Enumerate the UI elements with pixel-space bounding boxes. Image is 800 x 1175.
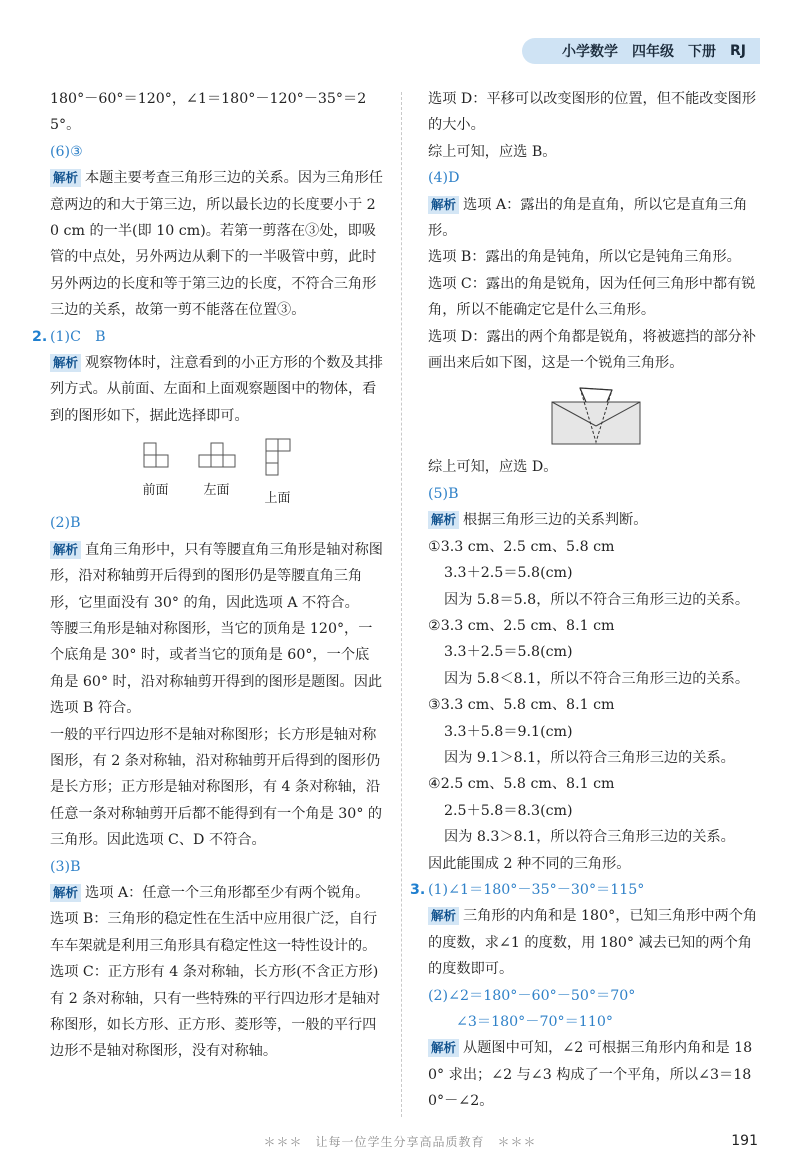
explanation-q3-2 <box>428 1035 764 1114</box>
case-line: 2.5＋5.8＝8.3(cm) <box>444 802 573 819</box>
analysis-tag: 解析 <box>50 354 81 372</box>
analysis-tag: 解析 <box>50 541 81 559</box>
explanation-q3-1 <box>428 903 764 982</box>
front-view-figure <box>138 437 174 506</box>
answer-text: (1)C B <box>50 328 106 345</box>
analysis-tag: 解析 <box>428 907 459 925</box>
analysis-tag: 解析 <box>50 169 81 187</box>
case-line: ③3.3 cm、5.8 cm、8.1 cm <box>428 697 615 714</box>
explanation-q2-1 <box>50 350 383 429</box>
left-view-icon <box>196 437 238 473</box>
answer-q4: (4)D <box>428 170 460 187</box>
triangle-figure <box>428 384 764 446</box>
explanation-text: 直角三角形中，只有等腰直角三角形是轴对称图形，沿对称轴剪开后得到的图形仍是等腰直角三角形，它里面没有 30° 的角，因此选项 A 不符合。 <box>50 541 383 611</box>
text-line: 综上可知，应选 D。 <box>428 459 558 476</box>
explanation-text: 等腰三角形是轴对称图形，当它的顶角是 120°，一个底角是 30° 时，或者当它的顶角是 60°，一个底角是 60° 时，沿对称轴剪开得到的图形是题图。因此选项 B 符合。 <box>50 620 383 717</box>
analysis-tag: 解析 <box>428 196 459 214</box>
explanation-q5 <box>428 507 764 533</box>
explanation-text: 本题主要考查三角形三边的关系。因为三角形任意两边的和大于第三边，所以最长边的长度要小于 20 cm 的一半(即 10 cm)。若第一剪落在③处，即吸管的中点处，另外两边从剩下的一半吸管中剪，此时另外两边的长度和等于第三边的长度，不符合三角形三边的关系，故第一剪不能落在位置③。 <box>50 170 383 319</box>
top-view-caption: 上面 <box>264 491 291 507</box>
answer-q2-2: (2)B <box>50 515 81 532</box>
hidden-triangle-icon <box>550 384 642 446</box>
left-column <box>32 86 383 1065</box>
answer-q3-2b: ∠3＝180°－70°＝110° <box>456 1014 613 1030</box>
explanation-text: 选项 C：露出的角是锐角，因为任何三角形中都有锐角，所以不能确定它是什么三角形。 <box>428 275 756 319</box>
explanation-text: 选项 B：三角形的稳定性在生活中应用很广泛，自行车车架就是利用三角形具有稳定性这一特性设计的。 <box>50 911 378 954</box>
top-view-icon <box>260 437 296 481</box>
answer-text: (1)∠1＝180°－35°－30°＝115° <box>428 881 645 898</box>
analysis-tag: 解析 <box>428 511 459 529</box>
explanation-text: 观察物体时，注意看到的小正方形的个数及其排列方式。从前面、左面和上面观察题图中的物体，看到的图形如下，据此选择即可。 <box>50 355 383 424</box>
analysis-tag: 解析 <box>50 884 81 902</box>
case-line: ①3.3 cm、2.5 cm、5.8 cm <box>428 538 615 555</box>
header-grade: 四年级 <box>632 44 674 60</box>
case-line: 3.3＋5.8＝9.1(cm) <box>444 723 573 740</box>
header-tab <box>522 38 760 64</box>
case-line: 因为 9.1＞8.1，所以符合三角形三边的关系。 <box>444 749 735 766</box>
question-number: 2. <box>32 328 48 345</box>
explanation-text: 从题图中可知，∠2 可根据三角形内角和是 180° 求出；∠2 与∠3 构成了一个平角，所以∠3＝180°－∠2。 <box>428 1040 753 1110</box>
analysis-tag: 解析 <box>428 1039 459 1057</box>
explanation-text: 选项 A：露出的角是直角，所以它是直角三角形。 <box>428 196 748 240</box>
text-line: 因此能围成 2 种不同的三角形。 <box>428 855 631 872</box>
case-line: ②3.3 cm、2.5 cm、8.1 cm <box>428 617 615 634</box>
explanation-q2-2 <box>50 537 383 616</box>
answer-q6: (6)③ <box>50 143 83 160</box>
answer-q5: (5)B <box>428 485 459 502</box>
case-line: ④2.5 cm、5.8 cm、8.1 cm <box>428 776 615 793</box>
header-subject: 小学数学 <box>562 44 618 60</box>
text-line: 180°－60°＝120°，∠1＝180°－120°－35°＝25°。 <box>50 91 367 134</box>
answer-q2-1 <box>32 324 383 350</box>
case-line: 3.3＋2.5＝5.8(cm) <box>444 565 573 582</box>
question-number: 3. <box>410 881 426 898</box>
top-view-figure <box>260 437 296 506</box>
case-line: 3.3＋2.5＝5.8(cm) <box>444 644 573 661</box>
answer-q3-1 <box>410 877 764 903</box>
left-view-figure <box>196 437 238 506</box>
case-line: 因为 8.3＞8.1，所以符合三角形三边的关系。 <box>444 829 735 846</box>
view-figures <box>50 437 383 506</box>
text-line: 综上可知，应选 B。 <box>428 143 557 160</box>
explanation-text: 根据三角形三边的关系判断。 <box>463 512 648 529</box>
explanation-text: 选项 C：正方形有 4 条对称轴，长方形(不含正方形)有 2 条对称轴，只有一些特殊的平行四边形才是轴对称图形，如长方形、正方形、菱形等，一般的平行四边形不是轴对称图形，没有对称轴。 <box>50 964 381 1060</box>
explanation-text: 三角形的内角和是 180°，已知三角形中两个角的度数，求∠1 的度数，用 180° 减去已知的两个角的度数即可。 <box>428 908 758 978</box>
front-view-caption: 前面 <box>142 483 169 499</box>
explanation-q6 <box>50 165 383 323</box>
explanation-text: 选项 D：露出的两个角都是锐角，将被遮挡的部分补画出来后如下图，这是一个锐角三角形。 <box>428 328 757 372</box>
explanation-q4 <box>428 192 764 245</box>
header-edition: RJ <box>730 43 746 59</box>
header-volume: 下册 <box>688 44 716 60</box>
case-line: 因为 5.8＜8.1，所以不符合三角形三边的关系。 <box>444 670 750 687</box>
explanation-text: 选项 B：露出的角是钝角，所以它是钝角三角形。 <box>428 249 741 266</box>
column-divider <box>401 92 402 1117</box>
explanation-text: 一般的平行四边形不是轴对称图形；长方形是轴对称图形，有 2 条对称轴，沿对称轴剪开后得到的图形仍是长方形；正方形是轴对称图形，有 4 条对称轴，沿任意一条对称轴剪开后都不能得到有一个角是 30° 的三角形。因此选项 C、D 不符合。 <box>50 726 383 849</box>
case-line: 因为 5.8＝5.8，所以不符合三角形三边的关系。 <box>444 591 750 608</box>
page-number: 191 <box>731 1133 758 1149</box>
left-view-caption: 左面 <box>203 483 230 499</box>
answer-q3-2: (2)∠2＝180°－60°－50°＝70° <box>428 987 636 1004</box>
explanation-text: 选项 A：任意一个三角形都至少有两个锐角。 <box>85 884 370 901</box>
text-line: 选项 D：平移可以改变图形的位置，但不能改变图形的大小。 <box>428 91 757 134</box>
front-view-icon <box>138 437 174 473</box>
answer-q2-3: (3)B <box>50 858 81 875</box>
right-column <box>410 86 764 1115</box>
footer-slogan: ＊＊＊ 让每一位学生分享高品质教育 ＊＊＊ <box>263 1135 537 1149</box>
explanation-q2-3 <box>50 880 383 906</box>
